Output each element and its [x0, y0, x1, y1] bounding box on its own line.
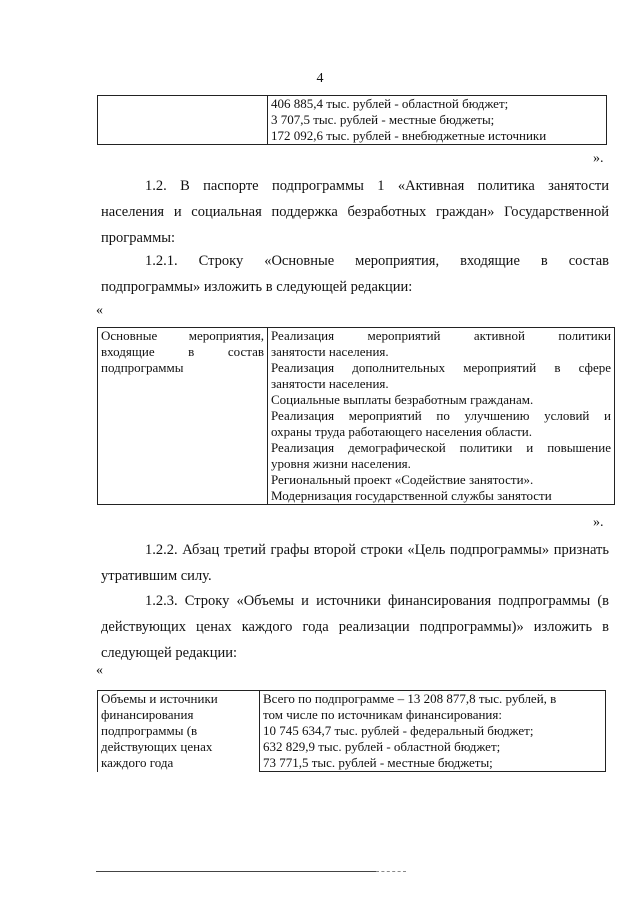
measures-line: охраны труда работающего населения области. [271, 424, 532, 439]
paragraph-line: следующей редакции: [101, 645, 238, 661]
funding-table [97, 690, 606, 772]
paragraph-1-2-2 [101, 537, 609, 589]
funding-label-line: Объемы и источники [101, 691, 218, 706]
measures-line: Реализация мероприятий по улучшению условий и [271, 408, 611, 423]
measures-line: Региональный проект «Содействие занятости». [271, 472, 534, 487]
top-table-line: 172 092,6 тыс. рублей - внебюджетные источники [271, 128, 547, 143]
top-funding-table [97, 95, 607, 145]
paragraph-1-2-3 [101, 588, 609, 666]
page-number: 4 [316, 71, 324, 86]
measures-line: Модернизация государственной службы занятости [271, 488, 552, 503]
paragraph-line: населения и социальная поддержка безработных граждан» Государственной [101, 204, 609, 220]
footer-rule-dashed [376, 871, 406, 872]
measures-line: Социальные выплаты безработным гражданам. [271, 392, 534, 407]
top-table-line: 3 707,5 тыс. рублей - местные бюджеты; [271, 112, 495, 127]
close-quote: ». [593, 515, 604, 530]
paragraph-line: 1.2.2. Абзац третий графы второй строки «Цель подпрограммы» признать [145, 542, 609, 558]
funding-label-cell [98, 691, 260, 772]
paragraph-1-2 [101, 173, 609, 251]
funding-label-line: действующих ценах [101, 739, 213, 754]
funding-label-line: каждого года [101, 755, 174, 770]
measures-line: Реализация дополнительных мероприятий в сфере [271, 360, 611, 375]
paragraph-line: 1.2.3. Строку «Объемы и источники финансирования подпрограммы (в [145, 593, 609, 609]
measures-line: уровня жизни населения. [271, 456, 411, 471]
top-table-left-cell [98, 96, 268, 145]
open-quote: « [96, 663, 103, 678]
paragraph-line: 1.2.1. Строку «Основные мероприятия, входящие в состав [145, 253, 609, 269]
measures-label-line: подпрограммы [101, 360, 184, 375]
funding-line: 632 829,9 тыс. рублей - областной бюджет; [263, 739, 501, 754]
funding-label-line: финансирования [101, 707, 194, 722]
measures-line: Реализация мероприятий активной политики [271, 328, 611, 343]
funding-line: 10 745 634,7 тыс. рублей - федеральный бюджет; [263, 723, 534, 738]
funding-label-line: подпрограммы (в [101, 723, 198, 738]
paragraph-line: 1.2. В паспорте подпрограммы 1 «Активная политика занятости [145, 178, 609, 194]
measures-label-cell [98, 328, 268, 505]
paragraph-line: утратившим силу. [101, 568, 212, 584]
close-quote: ». [593, 151, 604, 166]
measures-table [97, 327, 615, 505]
funding-line: 73 771,5 тыс. рублей - местные бюджеты; [263, 755, 493, 770]
paragraph-line: действующих ценах каждого года реализации подпрограммы)» изложить в [101, 619, 609, 635]
open-quote: « [96, 303, 103, 318]
footer-rule [96, 871, 376, 872]
measures-line: Реализация демографической политики и повышение [271, 440, 611, 455]
top-table-right-cell [268, 96, 607, 145]
paragraph-1-2-1 [101, 248, 609, 300]
measures-label-line: входящие в состав [101, 344, 264, 359]
paragraph-line: программы: [101, 230, 176, 246]
funding-line: Всего по подпрограмме – 13 208 877,8 тыс. рублей, в [263, 691, 557, 706]
measures-line: занятости населения. [271, 344, 389, 359]
measures-line: занятости населения. [271, 376, 389, 391]
funding-content-cell [260, 691, 606, 772]
top-table-line: 406 885,4 тыс. рублей - областной бюджет; [271, 96, 509, 111]
paragraph-line: подпрограммы» изложить в следующей редакции: [101, 279, 413, 295]
funding-line: том числе по источникам финансирования: [263, 707, 502, 722]
measures-label-line: Основные мероприятия, [101, 328, 264, 343]
measures-content-cell [268, 328, 615, 505]
